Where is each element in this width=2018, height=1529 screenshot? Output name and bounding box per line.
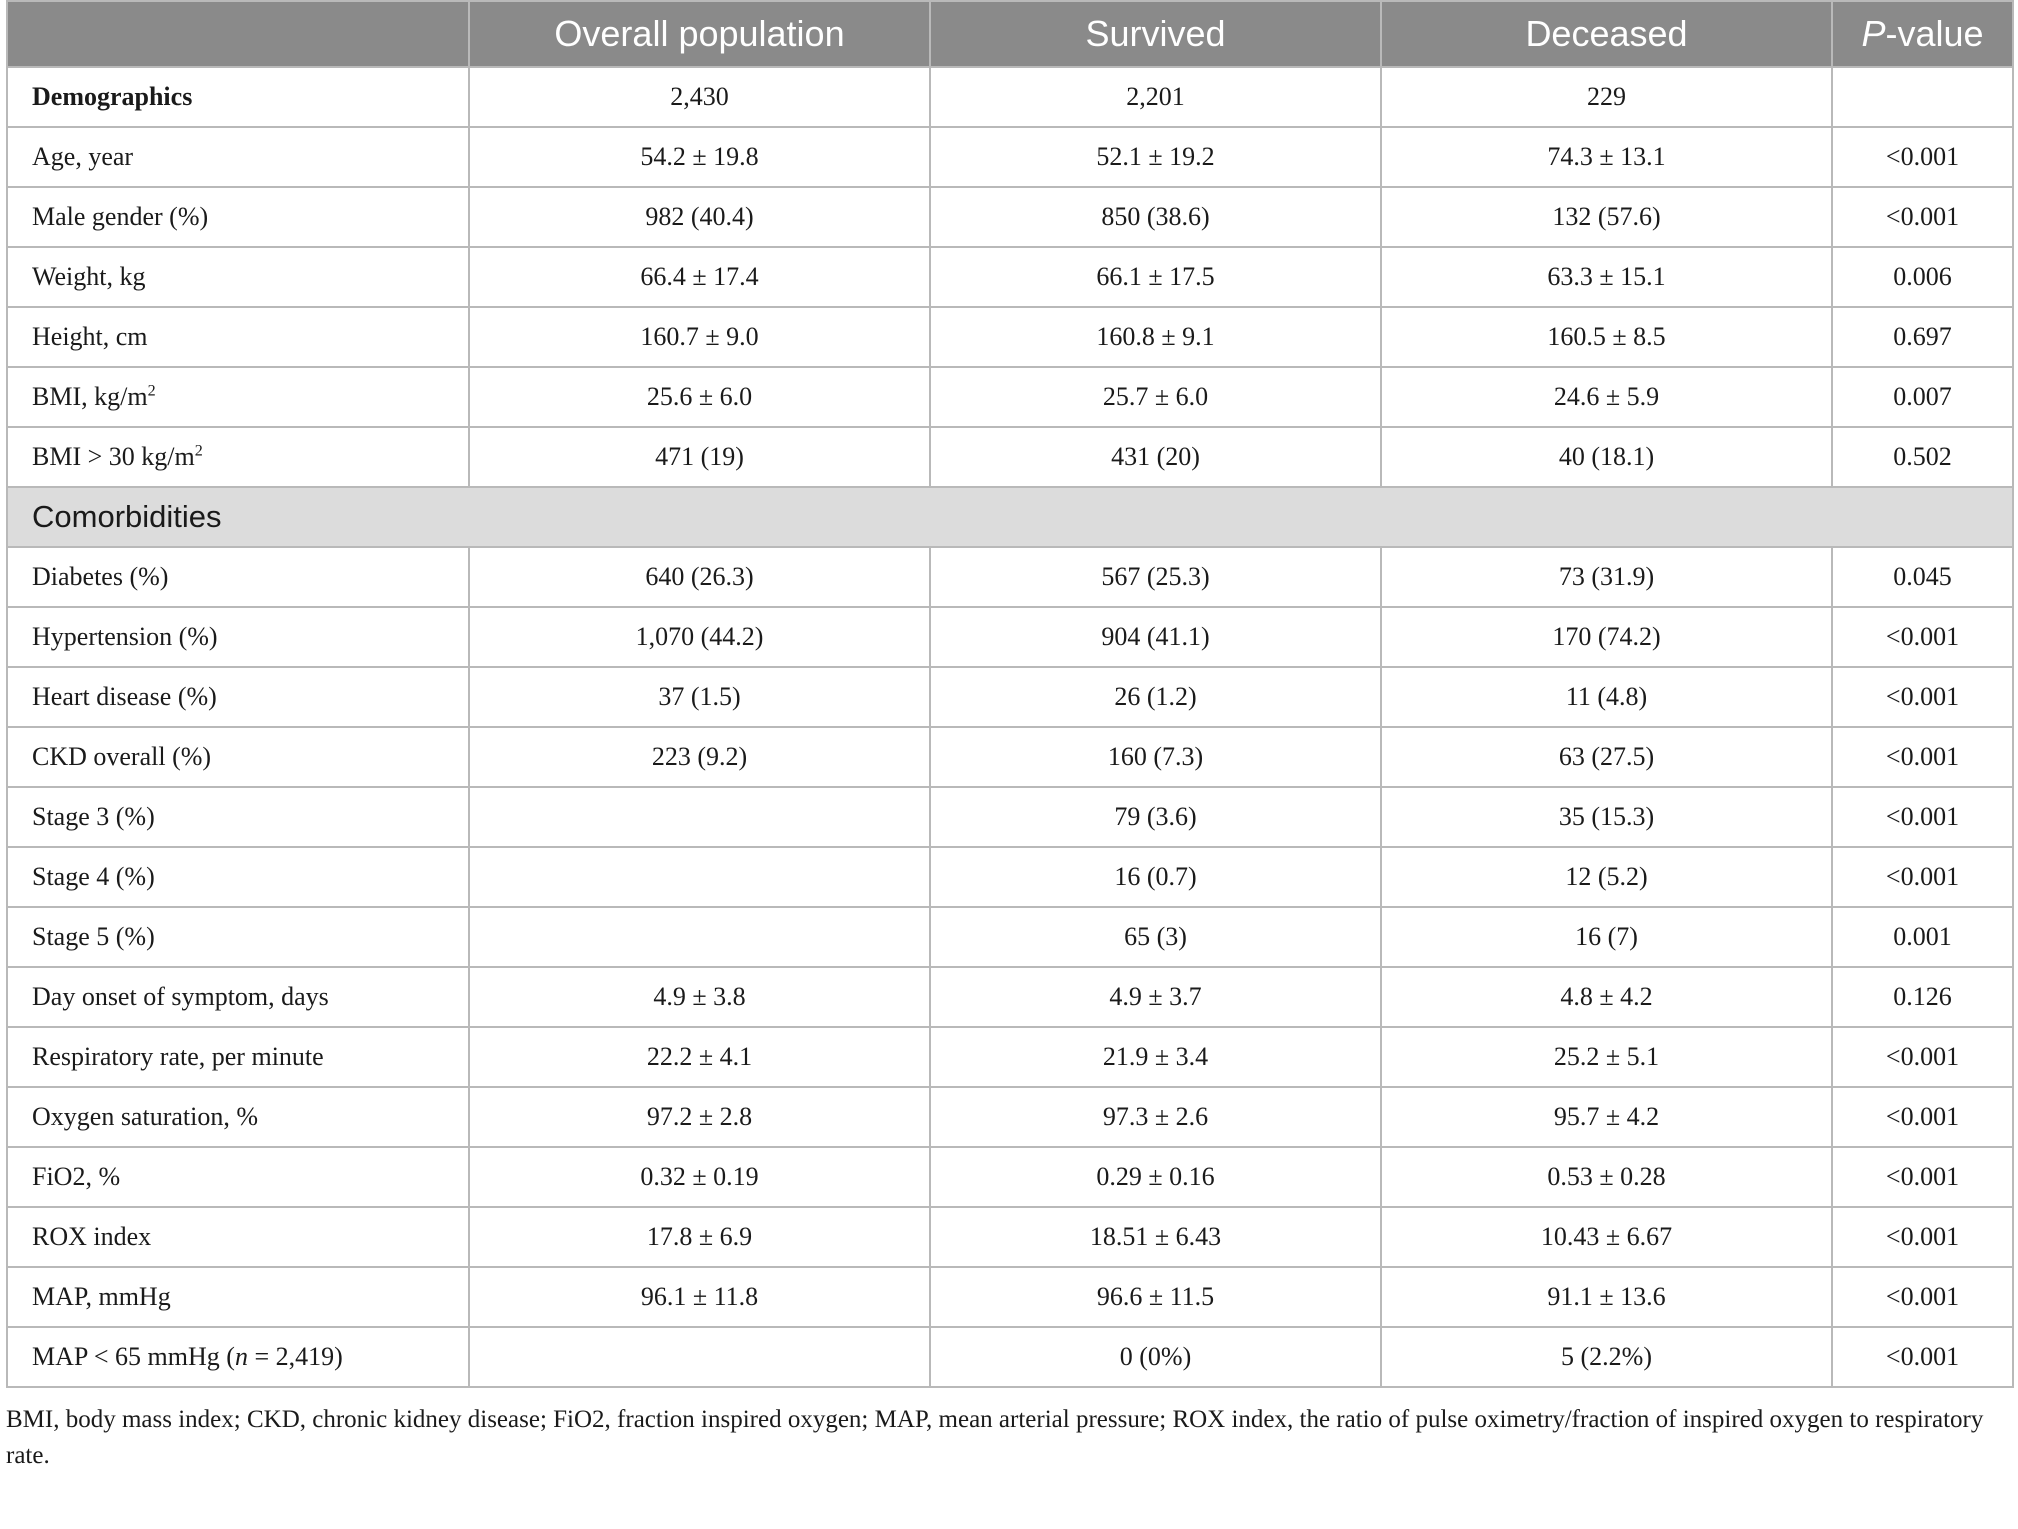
cell-survived: 431 (20) <box>930 427 1381 487</box>
header-p-italic: P <box>1861 13 1886 54</box>
row-label-rest: = 2,419) <box>247 1342 343 1371</box>
cell-deceased: 63.3 ± 15.1 <box>1381 247 1832 307</box>
row-label <box>7 307 469 367</box>
cell-deceased: 12 (5.2) <box>1381 847 1832 907</box>
cell-p-value: 0.045 <box>1832 547 2013 607</box>
cell-p-value: <0.001 <box>1832 787 2013 847</box>
table-row <box>7 847 2013 907</box>
cell-deceased: 160.5 ± 8.5 <box>1381 307 1832 367</box>
row-label-text: Day onset of symptom, days <box>32 982 329 1011</box>
cell-p-value <box>1832 67 2013 127</box>
table-row <box>7 727 2013 787</box>
table-row <box>7 547 2013 607</box>
cell-deceased: 0.53 ± 0.28 <box>1381 1147 1832 1207</box>
row-label-text: Height, cm <box>32 322 148 351</box>
table-body <box>7 67 2013 1387</box>
row-label-text: BMI, kg/m <box>32 382 148 411</box>
header-label-column <box>7 1 469 67</box>
row-label-superscript: 2 <box>194 442 203 460</box>
table-row <box>7 427 2013 487</box>
table-header <box>7 1 2013 67</box>
cell-deceased: 63 (27.5) <box>1381 727 1832 787</box>
cell-deceased: 132 (57.6) <box>1381 187 1832 247</box>
row-label-italic: n <box>234 1342 248 1371</box>
cell-overall: 22.2 ± 4.1 <box>469 1027 930 1087</box>
row-label <box>7 967 469 1027</box>
cell-survived: 850 (38.6) <box>930 187 1381 247</box>
row-label <box>7 187 469 247</box>
cell-survived: 96.6 ± 11.5 <box>930 1267 1381 1327</box>
cell-p-value: <0.001 <box>1832 607 2013 667</box>
cell-overall: 66.4 ± 17.4 <box>469 247 930 307</box>
cell-deceased: 11 (4.8) <box>1381 667 1832 727</box>
cell-survived: 0.29 ± 0.16 <box>930 1147 1381 1207</box>
row-label <box>7 67 469 127</box>
table-row <box>7 307 2013 367</box>
header-survived: Survived <box>930 1 1381 67</box>
cell-p-value: <0.001 <box>1832 1087 2013 1147</box>
row-label <box>7 727 469 787</box>
cell-p-value: <0.001 <box>1832 667 2013 727</box>
table-row <box>7 907 2013 967</box>
cell-survived: 97.3 ± 2.6 <box>930 1087 1381 1147</box>
row-label-text: BMI > 30 kg/m <box>32 442 195 471</box>
row-label <box>7 907 469 967</box>
cell-overall <box>469 787 930 847</box>
header-deceased: Deceased <box>1381 1 1832 67</box>
cell-survived: 18.51 ± 6.43 <box>930 1207 1381 1267</box>
table-row <box>7 967 2013 1027</box>
cell-overall: 223 (9.2) <box>469 727 930 787</box>
cell-deceased: 24.6 ± 5.9 <box>1381 367 1832 427</box>
row-label-text: MAP, mmHg <box>32 1282 171 1311</box>
cell-survived: 21.9 ± 3.4 <box>930 1027 1381 1087</box>
table-row <box>7 367 2013 427</box>
row-label-text: Heart disease (%) <box>32 682 217 711</box>
header-p-rest: -value <box>1885 13 1984 54</box>
row-label <box>7 667 469 727</box>
cell-overall: 160.7 ± 9.0 <box>469 307 930 367</box>
cell-p-value: 0.006 <box>1832 247 2013 307</box>
cell-overall: 640 (26.3) <box>469 547 930 607</box>
cell-deceased: 25.2 ± 5.1 <box>1381 1027 1832 1087</box>
cell-survived: 16 (0.7) <box>930 847 1381 907</box>
cell-deceased: 73 (31.9) <box>1381 547 1832 607</box>
table-row <box>7 127 2013 187</box>
cell-p-value: <0.001 <box>1832 127 2013 187</box>
table-row <box>7 1027 2013 1087</box>
row-label-text: Oxygen saturation, % <box>32 1102 259 1131</box>
cell-p-value: <0.001 <box>1832 187 2013 247</box>
cell-survived: 2,201 <box>930 67 1381 127</box>
cell-survived: 567 (25.3) <box>930 547 1381 607</box>
cell-survived: 26 (1.2) <box>930 667 1381 727</box>
table-row <box>7 1207 2013 1267</box>
row-label <box>7 1267 469 1327</box>
cell-overall: 982 (40.4) <box>469 187 930 247</box>
row-label <box>7 427 469 487</box>
table-row <box>7 787 2013 847</box>
cell-survived: 4.9 ± 3.7 <box>930 967 1381 1027</box>
cell-overall: 0.32 ± 0.19 <box>469 1147 930 1207</box>
row-label-text: Male gender (%) <box>32 202 209 231</box>
cell-overall: 17.8 ± 6.9 <box>469 1207 930 1267</box>
cell-overall <box>469 847 930 907</box>
header-overall-population: Overall population <box>469 1 930 67</box>
table-container <box>6 0 2012 1474</box>
cell-p-value: <0.001 <box>1832 1207 2013 1267</box>
cell-p-value: 0.697 <box>1832 307 2013 367</box>
row-label-text: Respiratory rate, per minute <box>32 1042 324 1071</box>
cell-overall: 2,430 <box>469 67 930 127</box>
cell-survived: 904 (41.1) <box>930 607 1381 667</box>
cell-overall: 54.2 ± 19.8 <box>469 127 930 187</box>
cell-overall: 471 (19) <box>469 427 930 487</box>
row-label-text: FiO2, % <box>32 1162 121 1191</box>
cell-survived: 52.1 ± 19.2 <box>930 127 1381 187</box>
cell-deceased: 229 <box>1381 67 1832 127</box>
cell-deceased: 95.7 ± 4.2 <box>1381 1087 1832 1147</box>
cell-overall <box>469 907 930 967</box>
cell-survived: 160 (7.3) <box>930 727 1381 787</box>
cell-p-value: <0.001 <box>1832 1027 2013 1087</box>
row-label-text: Hypertension (%) <box>32 622 218 651</box>
cell-p-value: <0.001 <box>1832 1327 2013 1387</box>
cell-survived: 65 (3) <box>930 907 1381 967</box>
table-row <box>7 607 2013 667</box>
cell-survived: 25.7 ± 6.0 <box>930 367 1381 427</box>
cell-overall: 96.1 ± 11.8 <box>469 1267 930 1327</box>
row-label-text: CKD overall (%) <box>32 742 212 771</box>
cell-overall: 1,070 (44.2) <box>469 607 930 667</box>
cell-survived: 79 (3.6) <box>930 787 1381 847</box>
cell-overall: 97.2 ± 2.8 <box>469 1087 930 1147</box>
cell-p-value: <0.001 <box>1832 1147 2013 1207</box>
section-row-comorbidities <box>7 487 2013 547</box>
row-label <box>7 367 469 427</box>
row-label <box>7 847 469 907</box>
cell-overall: 25.6 ± 6.0 <box>469 367 930 427</box>
header-p-value <box>1832 1 2013 67</box>
row-label-text: Stage 3 (%) <box>32 802 155 831</box>
header-row <box>7 1 2013 67</box>
row-label-text: MAP < 65 mmHg ( <box>32 1342 235 1371</box>
cell-p-value: 0.502 <box>1832 427 2013 487</box>
cell-p-value: 0.126 <box>1832 967 2013 1027</box>
row-label-text: Demographics <box>32 82 193 111</box>
table-row <box>7 1147 2013 1207</box>
section-label: Comorbidities <box>7 487 2013 547</box>
table-row <box>7 187 2013 247</box>
table-row <box>7 1087 2013 1147</box>
row-label-text: Stage 4 (%) <box>32 862 155 891</box>
row-label <box>7 1207 469 1267</box>
cell-deceased: 40 (18.1) <box>1381 427 1832 487</box>
row-label <box>7 1327 469 1387</box>
cell-deceased: 170 (74.2) <box>1381 607 1832 667</box>
cell-deceased: 74.3 ± 13.1 <box>1381 127 1832 187</box>
cell-overall: 37 (1.5) <box>469 667 930 727</box>
row-label-text: Age, year <box>32 142 134 171</box>
cell-p-value: <0.001 <box>1832 847 2013 907</box>
table-row <box>7 667 2013 727</box>
data-table <box>6 0 2014 1388</box>
row-label-text: ROX index <box>32 1222 152 1251</box>
cell-p-value: 0.001 <box>1832 907 2013 967</box>
cell-overall <box>469 1327 930 1387</box>
row-label <box>7 1087 469 1147</box>
row-label <box>7 1147 469 1207</box>
table-row <box>7 1267 2013 1327</box>
cell-deceased: 10.43 ± 6.67 <box>1381 1207 1832 1267</box>
row-label-text: Weight, kg <box>32 262 146 291</box>
row-label <box>7 127 469 187</box>
row-label <box>7 1027 469 1087</box>
row-label-superscript: 2 <box>147 382 156 400</box>
row-label <box>7 547 469 607</box>
cell-p-value: <0.001 <box>1832 727 2013 787</box>
cell-deceased: 4.8 ± 4.2 <box>1381 967 1832 1027</box>
cell-survived: 66.1 ± 17.5 <box>930 247 1381 307</box>
cell-survived: 0 (0%) <box>930 1327 1381 1387</box>
cell-p-value: <0.001 <box>1832 1267 2013 1327</box>
row-label-text: Stage 5 (%) <box>32 922 155 951</box>
table-row <box>7 67 2013 127</box>
cell-deceased: 16 (7) <box>1381 907 1832 967</box>
table-footnote: BMI, body mass index; CKD, chronic kidney disease; FiO2, fraction inspired oxygen; MAP, mean arterial pressure; ROX index, the ratio of pulse oximetry/fraction of inspired oxygen to respiratory rate. <box>6 1406 1984 1469</box>
row-label <box>7 247 469 307</box>
cell-deceased: 91.1 ± 13.6 <box>1381 1267 1832 1327</box>
row-label-text: Diabetes (%) <box>32 562 169 591</box>
cell-p-value: 0.007 <box>1832 367 2013 427</box>
table-row <box>7 1327 2013 1387</box>
row-label <box>7 787 469 847</box>
cell-deceased: 35 (15.3) <box>1381 787 1832 847</box>
cell-deceased: 5 (2.2%) <box>1381 1327 1832 1387</box>
row-label <box>7 607 469 667</box>
cell-overall: 4.9 ± 3.8 <box>469 967 930 1027</box>
cell-survived: 160.8 ± 9.1 <box>930 307 1381 367</box>
table-row <box>7 247 2013 307</box>
